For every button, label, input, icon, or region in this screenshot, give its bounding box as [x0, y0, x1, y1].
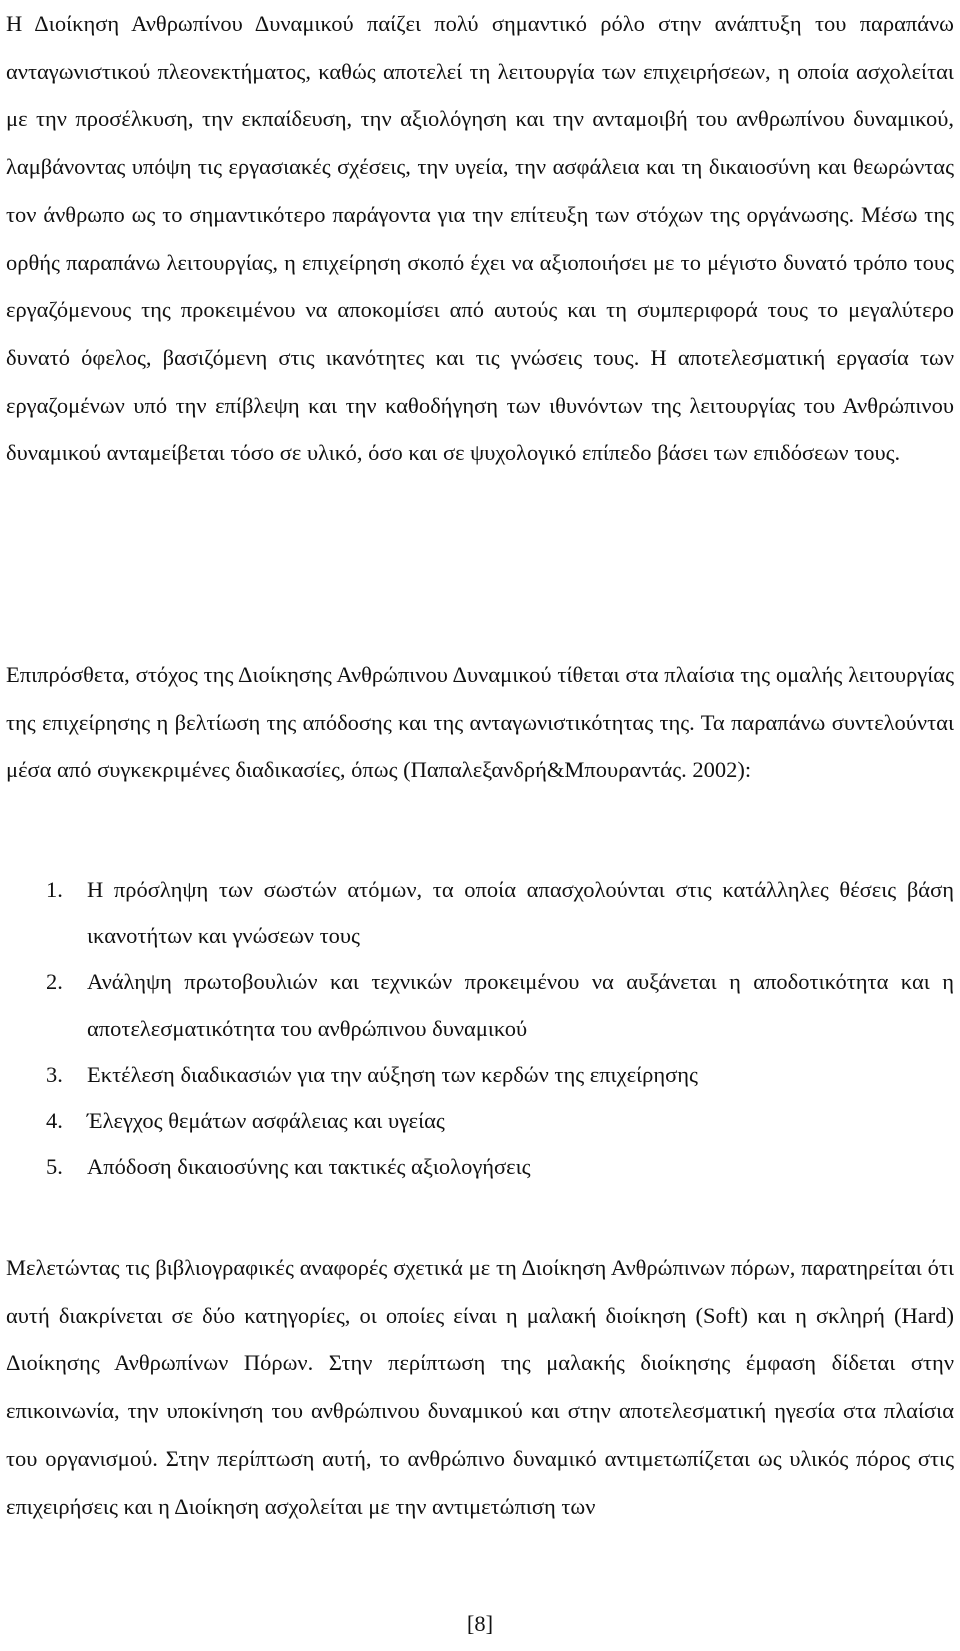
list-item-text: Εκτέλεση διαδικασιών για την αύξηση των κερδών της επιχείρησης — [87, 1061, 698, 1087]
list-item — [6, 1144, 954, 1190]
list-item — [6, 1052, 954, 1098]
list-item-number: 4. — [46, 1108, 63, 1134]
list-item-text: Η πρόσληψη των σωστών ατόμων, τα οποία απασχολούνται στις κατάλληλες θέσεις βάση ικανοτήτων και γνώσεων τους — [87, 877, 954, 949]
document-page — [6, 0, 954, 1651]
list-item — [6, 959, 954, 1051]
paragraph-objectives: Επιπρόσθετα, στόχος της Διοίκησης Ανθρώπινου Δυναμικού τίθεται στα πλαίσια της ομαλής λειτουργίας της επιχείρησης η βελτίωση της απόδοσης και της ανταγωνιστικότητας της. Τα παραπάνω συντελούνται μέσα από συγκεκριμένες διαδικασίες, όπως (Παπαλεξανδρή&Μπουραντάς. 2002): — [6, 662, 954, 783]
list-item-text: Έλεγχος θεμάτων ασφάλειας και υγείας — [87, 1108, 445, 1134]
list-item-text: Απόδοση δικαιοσύνης και τακτικές αξιολογήσεις — [87, 1154, 531, 1180]
list-item-number: 3. — [46, 1061, 63, 1087]
list-item-number: 2. — [46, 969, 63, 995]
list-item-text: Ανάληψη πρωτοβουλιών και τεχνικών προκειμένου να αυξάνεται η αποδοτικότητα και η αποτελεσματικότητα του ανθρώπινου δυναμικού — [87, 969, 954, 1041]
page-number: [8] — [466, 1611, 494, 1636]
list-item — [6, 867, 954, 959]
paragraph-intro: Η Διοίκηση Ανθρωπίνου Δυναμικού παίζει πολύ σημαντικό ρόλο στην ανάπτυξη του παραπάνω ανταγωνιστικού πλεονεκτήματος, καθώς αποτελεί τη λειτουργία των επιχειρήσεων, η οποία ασχολείται με την προσέλκυση, την εκπαίδευση, την αξιολόγηση και την ανταμοιβή του ανθρωπίνου δυναμικού, λαμβάνοντας υπόψη τις εργασιακές σχέσεις, την υγεία, την ασφάλεια και τη δικαιοσύνη και θεωρώντας τον άνθρωπο ως το σημαντικότερο παράγοντα για την επίτευξη των στόχων της οργάνωσης. Μέσω της ορθής παραπάνω λειτουργίας, η επιχείρηση σκοπό έχει να αξιοποιήσει με το μέγιστο δυνατό τρόπο τους εργαζόμενους της προκειμένου να αποκομίσει από αυτούς και τη συμπεριφορά τους το μεγαλύτερο δυνατό όφελος, βασιζόμενη στις ικανότητες και τις γνώσεις τους. Η αποτελεσματική εργασία των εργαζομένων υπό την επίβλεψη και την καθοδήγηση των ιθυνόντων της λειτουργίας του Ανθρώπινου δυναμικού ανταμείβεται τόσο σε υλικό, όσο και σε ψυχολογικό επίπεδο βάσει των επιδόσεων τους. — [6, 11, 954, 466]
list-item — [6, 1098, 954, 1144]
list-item-number: 5. — [46, 1154, 63, 1180]
procedures-list — [6, 867, 954, 1190]
paragraph-soft-hard: Μελετώντας τις βιβλιογραφικές αναφορές σχετικά με τη Διοίκηση Ανθρώπινων πόρων, παρατηρείται ότι αυτή διακρίνεται σε δύο κατηγορίες, οι οποίες είναι η μαλακή διοίκηση (Soft) και η σκληρή (Hard) Διοίκησης Ανθρωπίνων Πόρων. Στην περίπτωση της μαλακής διοίκησης έμφαση δίδεται στην επικοινωνία, την υποκίνηση του ανθρώπινου δυναμικού και στην αποτελεσματική ηγεσία στα πλαίσια του οργανισμού. Στην περίπτωση αυτή, το ανθρώπινο δυναμικό αντιμετωπίζεται ως υλικός πόρος στις επιχειρήσεις και η Διοίκηση ασχολείται με την αντιμετώπιση των — [6, 1255, 954, 1519]
list-item-number: 1. — [46, 877, 63, 902]
